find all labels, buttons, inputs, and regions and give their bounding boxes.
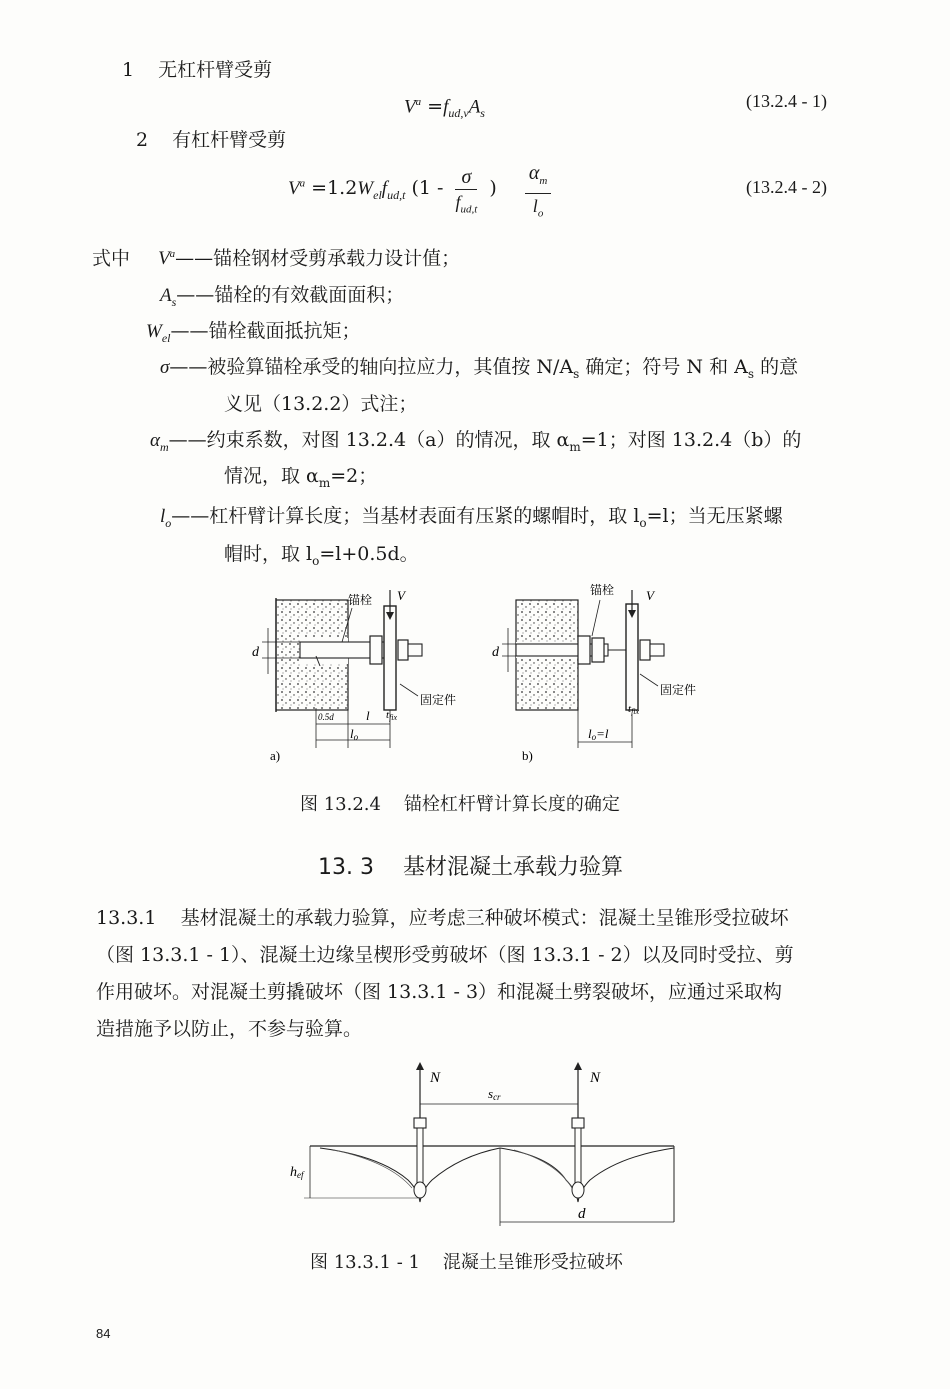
fig-b-fixture-plate [626, 604, 638, 710]
item-2-number: 2 [136, 129, 149, 151]
equation-13-2-4-2 [288, 160, 557, 224]
eq2-open-paren: (1 - [411, 176, 444, 199]
def-As-symbol: A [160, 285, 172, 306]
eq2-den-sub: ud,t [460, 203, 478, 216]
fig2-anchor-left [414, 1062, 426, 1198]
fig2-scr-label [488, 1086, 501, 1102]
para-13-3-1-line-4: 造措施予以防止，不参与验算。 [96, 1018, 363, 1040]
fig-a-lo [350, 726, 359, 742]
fig-a-nut-1 [370, 636, 382, 664]
def-As [160, 283, 404, 314]
figure-13-3-1-1-caption: 图 13.3.1 - 1 混凝土呈锥形受拉破坏 [310, 1252, 623, 1273]
fig-a-fixture-leader [400, 684, 418, 696]
fig-b-lo [588, 726, 609, 742]
eq2-alpha: α [528, 162, 540, 184]
fig-b-tfix-t: t [628, 703, 632, 715]
figure-13-2-4 [240, 578, 720, 774]
eq2-coefficient: =1.2 [311, 176, 358, 199]
def-V [92, 242, 460, 271]
def-Wel-sub: el [161, 330, 171, 345]
eq1-f-sub: ud,v [448, 106, 469, 121]
def-lo-sub-2: o [312, 553, 320, 568]
fig-a-lo-l: l [350, 726, 354, 741]
def-sigma-sub-1: s [573, 366, 580, 381]
fig-b-fixture-leader [640, 674, 658, 686]
fig2-cone-right-inner [514, 1150, 572, 1188]
fig2-anchor-right [572, 1062, 584, 1198]
fig-a-tfix [386, 709, 398, 722]
eq1-f: f [443, 96, 449, 118]
fig2-N-label-right: N [590, 1070, 601, 1086]
fig2-scr-s: s [488, 1086, 494, 1101]
fig2-rod-left [417, 1128, 423, 1186]
fig-a-fixture-plate [384, 606, 396, 710]
fig-a-fixture-label: 固定件 [420, 693, 457, 707]
fig-a-label: a) [270, 748, 281, 763]
fig-b-anchor-label: 锚栓 [590, 583, 615, 597]
def-lo-text-2b: =l+0.5d。 [319, 543, 419, 565]
def-V-text: ——锚栓钢材受剪承载力设计值； [175, 247, 461, 270]
fig-a-tfix-t: t [386, 709, 390, 721]
para-13-3-1-line-2: （图 13.3.1 - 1）、混凝土边缘呈楔形受剪破坏（图 13.3.1 - 2）以及同时受拉、剪 [96, 944, 794, 966]
fig-b-nut-2 [592, 638, 604, 662]
fig-b-d-label: d [492, 645, 499, 660]
fig2-scr-sub: cr [493, 1092, 501, 1102]
eq2-sigma-fraction [455, 165, 477, 222]
def-sigma-sub-2: s [747, 366, 755, 381]
eq2-alpha-fraction [525, 160, 551, 226]
fig-b-nut-1 [578, 636, 590, 664]
fig-a-rod-end [408, 644, 422, 656]
eq1-equals: = [427, 95, 444, 118]
eq1-lhs: V [404, 96, 416, 118]
item-1 [122, 58, 272, 82]
def-alpha-text-1: ——约束系数，对图 13.2.4（a）的情况，取 α [168, 429, 570, 451]
fig-b-lo-l: l [588, 726, 592, 741]
eq2-l: l [532, 196, 538, 216]
fig-a-l: l [366, 708, 370, 723]
figure-13-3-1-1 [290, 1062, 690, 1240]
fig2-cone-right [500, 1148, 674, 1202]
fig-b-lo-eq: =l [596, 726, 609, 741]
def-alpha-symbol: α [150, 430, 160, 451]
fig2-N-label-left: N [430, 1070, 441, 1086]
def-alpha-text-2: 情况，取 α [224, 465, 319, 487]
figure-a [252, 588, 456, 763]
fig-b-lo-sub: o [591, 732, 597, 742]
page-number: 84 [96, 1326, 111, 1341]
def-alpha-sub-2: m [318, 475, 331, 490]
fig2-N-arrowhead-right [574, 1062, 582, 1070]
eq2-lhs-sup: a [299, 177, 306, 190]
fig2-rod-right [575, 1128, 581, 1186]
eq2-f: f [381, 177, 388, 199]
def-lo-sub-1: o [639, 515, 647, 530]
fig2-d-label: d [578, 1206, 586, 1222]
def-lo-text-1: ——杠杆臂计算长度；当基材表面有压紧的螺帽时，取 l [171, 505, 640, 527]
def-alpha-line2 [224, 464, 377, 495]
fig-a-nut-2 [398, 640, 408, 660]
eq2-f-sub: ud,t [387, 187, 406, 202]
fig-a-anchor-label: 锚栓 [348, 593, 373, 607]
def-alpha [150, 428, 801, 459]
item-2 [136, 128, 286, 152]
def-Wel [146, 319, 361, 350]
fig2-sleeve-left [414, 1182, 426, 1198]
def-As-sub: s [171, 294, 177, 309]
def-lo-symbol: l [160, 506, 166, 527]
section-number: 13. 3 [318, 855, 374, 880]
fig-b-V-label: V [646, 588, 654, 603]
def-As-text: ——锚栓的有效截面面积； [176, 284, 405, 306]
fig-a-V-label: V [397, 588, 405, 603]
def-lo-line2 [224, 542, 419, 573]
fig-a-tfix-sub: fix [389, 713, 398, 722]
fig-a-d-label: d [252, 645, 259, 660]
eq2-number: (13.2.4 - 2) [746, 177, 827, 197]
defs-intro: 式中 [92, 247, 131, 270]
def-sigma [160, 355, 798, 386]
fig-b-rod-end [650, 644, 664, 656]
eq2-lhs: V [288, 177, 300, 199]
para-13-3-1-line-3: 作用破坏。对混凝土剪撬破坏（图 13.3.1 - 3）和混凝土劈裂破坏，应通过采取构 [96, 981, 783, 1003]
para-13-3-1-line-1: 13.3.1 基材混凝土的承载力验算，应考虑三种破坏模式：混凝土呈锥形受拉破坏 [96, 907, 789, 929]
def-Wel-symbol: W [146, 321, 162, 342]
fig-a-half-d: 0.5d [318, 712, 334, 722]
eq2-l-sub: o [537, 207, 544, 220]
def-lo [160, 504, 783, 535]
eq2-den-f: f [455, 191, 461, 212]
def-alpha-text-2b: =2； [330, 465, 378, 487]
def-Wel-text: ——锚栓截面抵抗矩； [170, 320, 361, 342]
def-lo-text-2: 帽时，取 l [224, 543, 313, 565]
def-sigma-text-1c: 的意 [754, 356, 799, 378]
fig2-hef-sub: ef [297, 1170, 304, 1180]
fig2-nut-right [572, 1118, 584, 1128]
eq2-alpha-sub: m [539, 175, 548, 187]
fig-b-fixture-label: 固定件 [660, 683, 697, 697]
def-lo-text-1b: =l；当无压紧螺 [646, 505, 783, 527]
equation-13-2-4-1 [404, 90, 485, 125]
def-sigma-text-1b: 确定；符号 N 和 A [579, 356, 748, 378]
eq2-sigma: σ [455, 165, 477, 190]
figure-b [492, 582, 696, 763]
fig2-N-arrowhead-left [416, 1062, 424, 1070]
section-heading [318, 850, 623, 881]
fig-b-tfix-sub: fix [631, 707, 640, 716]
eq2-close-paren: ) [489, 176, 497, 199]
def-lo-sub: o [165, 515, 172, 530]
def-V-symbol: V [158, 248, 170, 270]
fig-b-anchor-leader [592, 600, 600, 636]
fig2-hef-label [290, 1165, 305, 1180]
fig2-nut-left [414, 1118, 426, 1128]
item-1-text: 无杠杆臂受剪 [158, 59, 273, 81]
eq1-lhs-sup: a [415, 96, 422, 108]
fig2-sleeve-right [572, 1182, 584, 1198]
def-alpha-text-1b: =1；对图 13.2.4（b）的 [580, 429, 802, 451]
figure-13-2-4-caption: 图 13.2.4 锚栓杠杆臂计算长度的确定 [300, 794, 620, 815]
def-sigma-symbol: σ [160, 357, 170, 378]
eq1-number: (13.2.4 - 1) [746, 91, 827, 111]
def-V-sup: a [169, 248, 176, 260]
fig-b-nut-3 [640, 640, 650, 660]
fig2-hef-h: h [290, 1165, 297, 1180]
item-1-number: 1 [122, 59, 135, 81]
def-alpha-sub-1: m [569, 439, 581, 454]
eq2-W-sub: el [373, 187, 382, 202]
item-2-text: 有杠杆臂受剪 [172, 129, 287, 151]
fig2-cone-left-inner [334, 1150, 412, 1188]
eq1-A: A [468, 96, 481, 118]
eq2-W: W [357, 177, 374, 199]
section-title: 基材混凝土承载力验算 [402, 855, 623, 880]
fig2-cone-left [320, 1148, 500, 1202]
def-sigma-line2: 义见（13.2.2）式注； [224, 393, 418, 415]
eq1-A-sub: s [480, 106, 485, 121]
fig-b-label: b) [522, 748, 533, 763]
def-alpha-sub: m [159, 439, 169, 454]
fig-a-lo-sub: o [353, 732, 359, 742]
def-sigma-text-1: ——被验算锚栓承受的轴向拉应力，其值按 N/A [169, 356, 574, 378]
